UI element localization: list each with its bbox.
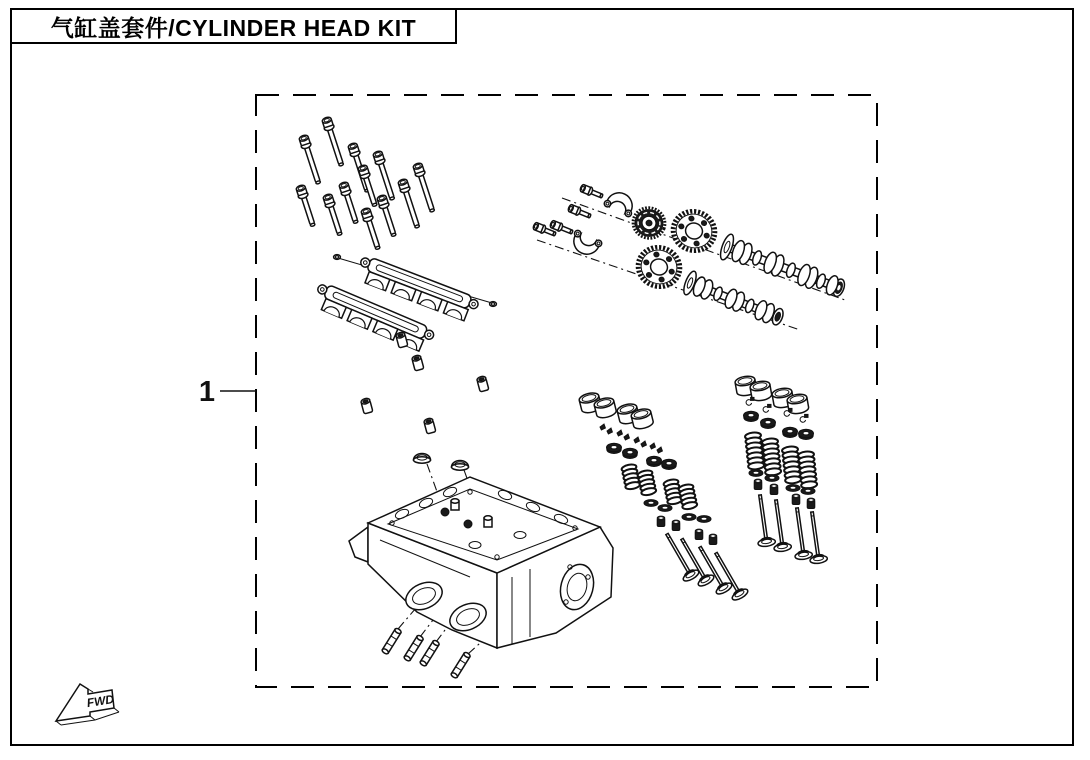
valve-stem-seal [672,520,680,530]
fwd-orientation-marker [56,684,119,725]
valve-stem-seal [792,494,800,504]
spring-retainer [607,443,622,453]
bolt [360,207,383,251]
holder-bolt [490,302,497,307]
valve [788,507,812,561]
cam-sprocket [633,241,686,292]
valve [751,494,775,548]
spring-seat [682,514,696,521]
bolt [298,134,323,185]
stud [403,635,424,662]
dowel-pin [360,398,372,414]
bolt [412,162,437,213]
valve-cotters [800,414,808,422]
stud [450,652,471,679]
dowel-pin [423,418,435,434]
decompressor-gear [629,203,669,243]
spring-retainer [662,459,677,469]
spring-seat [644,500,658,507]
valve-spring [762,438,782,476]
cam-sprocket [668,205,721,256]
chain-guide [568,229,603,259]
valve-cotters [746,397,754,405]
valve-cotters [763,404,771,412]
valve-stem-seal [709,534,717,544]
sealing-caps-group [414,454,469,471]
valve-cotters [617,430,629,440]
valve-spring [745,432,765,470]
bolt [321,116,346,167]
valve-stem-seal [754,479,762,489]
stud [381,628,402,655]
bolt [322,193,345,237]
callout-number: 1 [198,376,215,408]
sealing-cap [452,461,469,471]
page-title: 气缸盖套件/CYLINDER HEAD KIT [50,14,417,41]
callout-1 [199,376,256,408]
spring-seat [697,516,711,523]
spring-retainer [761,418,776,428]
bolt [372,150,397,201]
camshaft-assembly-group [532,184,848,330]
spring-retainer [744,411,759,421]
bolt [338,181,361,225]
bolt [376,194,399,238]
spring-seat [765,475,779,482]
valve-spring [637,469,657,496]
spring-retainer [623,448,638,458]
valve-stem-seal [657,516,665,526]
valve-cotters [600,424,612,434]
bolt [295,184,318,228]
valve-cotters [634,437,646,447]
bolt [357,164,380,208]
sealing-cap [414,454,431,464]
valve-train-right-group [734,375,827,565]
locating-dowels-group [360,332,488,434]
camshaft-intake [681,270,786,330]
valve-stem-seal [770,484,778,494]
chain-guide [603,188,638,218]
cylinder-head-bolts-group [295,116,437,251]
spring-seat [801,488,815,495]
spring-retainer [647,456,662,466]
spring-seat [786,485,800,492]
stud [419,640,440,667]
spring-seat [658,505,672,512]
dowel-pin [411,355,423,371]
dowel-pin [476,376,488,392]
spring-seat [749,470,763,477]
valve-spring [678,483,698,510]
valve-stem-seal [695,529,703,539]
cylinder-head [349,477,613,648]
sprocket-bolt [579,184,604,201]
holder-bolt [334,255,341,260]
valve-spring [798,451,818,489]
fwd-label: FWD [85,691,115,711]
spring-retainer [799,429,814,439]
camshaft-holder [311,281,436,354]
camshaft-exhaust [718,233,848,302]
spring-retainer [783,427,798,437]
studs-group [381,628,471,679]
sprocket-bolt [567,204,592,221]
bolt [397,178,422,229]
valve-stem-seal [807,498,815,508]
valve-cotters [650,443,662,453]
